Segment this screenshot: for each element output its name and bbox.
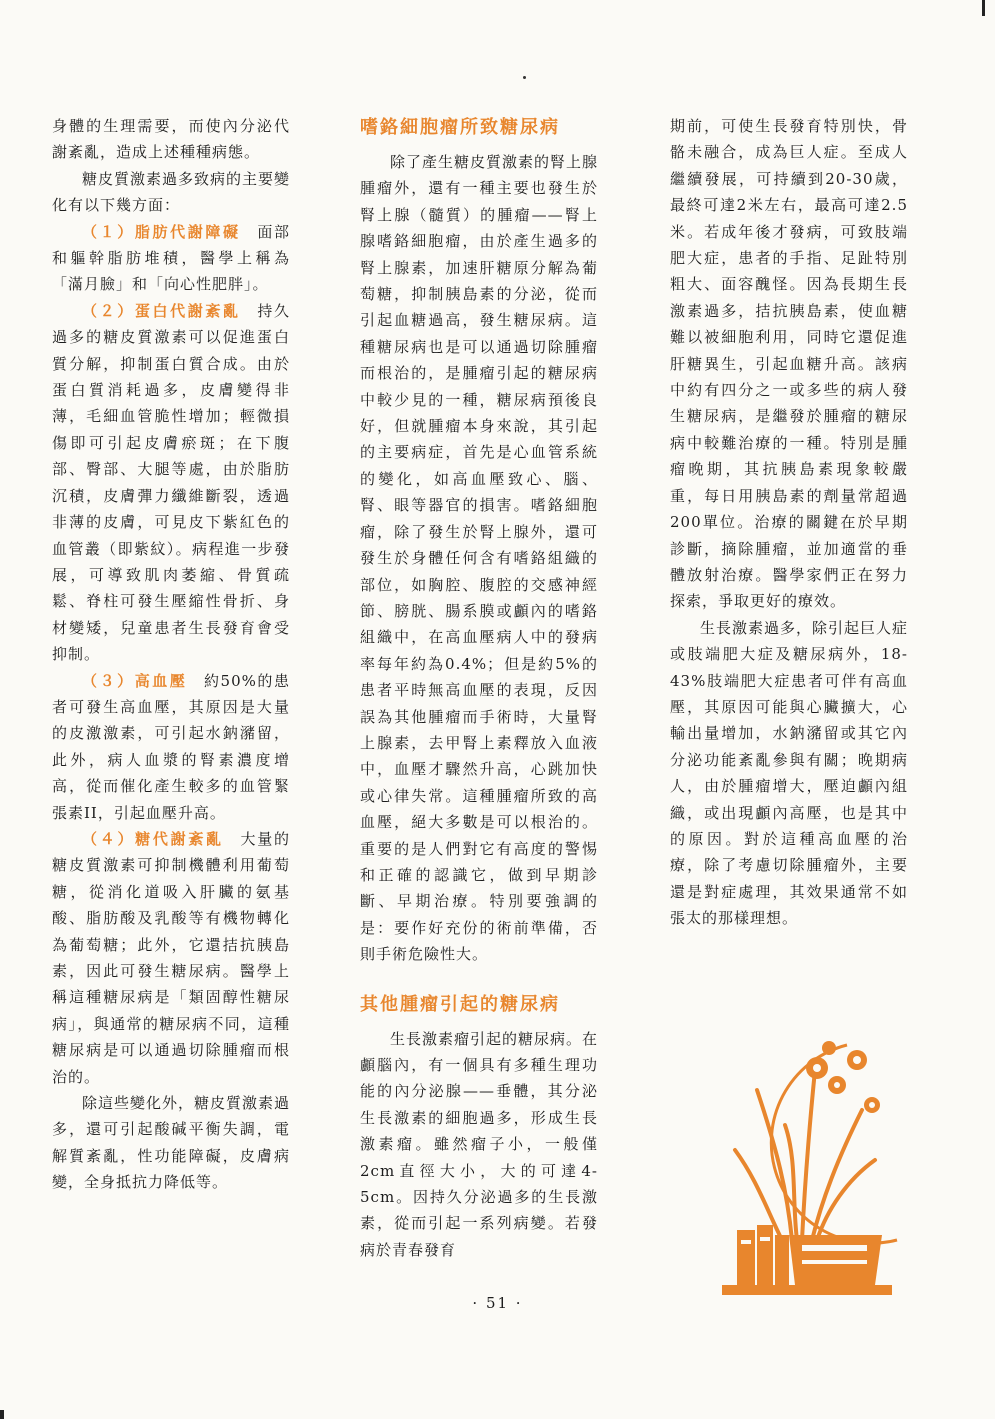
item-heading: （３）高血壓 [82, 671, 188, 690]
column-right [670, 113, 908, 932]
paragraph: 身體的生理需要，而使內分泌代謝紊亂，造成上述種種病態。 [52, 117, 290, 162]
section-title: 其他腫瘤引起的糖尿病 [360, 993, 560, 1015]
paragraph: 糖皮質激素過多致病的主要變化有以下幾方面： [52, 169, 291, 215]
item-text: 約50%的患者可發生高血壓，其原因是大量的皮激激素，可引起水鈉瀦留，此外，病人血漿的腎素濃度增高，從而催化產生較多的血管緊張素II，引起血壓升高。 [52, 671, 290, 822]
item-heading: （１）脂肪代謝障礙 [82, 222, 241, 241]
paragraph: 期前，可使生長發育特別快，骨骼未融合，成為巨人症。至成人繼續發展，可持續到20-30歲，最終可達2米左右，最高可達2.5米。若成年後才發病，可致肢端肥大症，患者的手指、足趾特別粗大、面容醜怪。因為長期生長激素過多，拮抗胰島素，使血糖難以被細胞利用，同時它還促進肝糖異生，引起血糖升高。該病中約有四分之一或多些的病人發生糖尿病，是繼發於腫瘤的糖尿病中較難治療的一種。特別是腫瘤晚期，其抗胰島素現象較嚴重，每日用胰島素的劑量常超過200單位。治療的關鍵在於早期診斷，摘除腫瘤，並加適當的垂體放射治療。醫學家們正在努力探索，爭取更好的療效。 [670, 117, 908, 611]
column-left [52, 113, 290, 1196]
item-text: 面部和軀幹脂肪堆積，醫學上稱為「滿月臉」和「向心性肥胖」。 [52, 222, 290, 294]
paragraph: 除這些變化外，糖皮質激素過多，還可引起酸碱平衡失調，電解質紊亂，性功能障礙，皮膚病變，全身抵抗力降低等。 [52, 1094, 291, 1192]
paragraph: 生長激素過多，除引起巨人症或肢端肥大症及糖尿病外，18-43%肢端肥大症患者可伴有高血壓，其原因可能與心臟擴大，心輸出量增加，水鈉瀦留或其它內分泌功能紊亂參與有關；晚期病人，由於腫瘤增大，壓迫顱內組織，或出現顱內高壓，也是其中的原因。對於這種高血壓的治療，除了考慮切除腫瘤外，主要還是對症處理，其效果通常不如張太的那樣理想。 [670, 618, 909, 928]
item-text: 持久過多的糖皮質激素可以促進蛋白質分解，抑制蛋白質合成。由於蛋白質消耗過多，皮膚變得非薄，毛細血管脆性增加；輕微損傷即可引起皮膚瘀斑；在下腹部、臀部、大腿等處，由於脂肪沉積，皮膚彈力纖維斷裂，透過非薄的皮膚，可見皮下紫紅色的血管叢（即紫紋）。病程進一步發展，可導致肌肉萎縮、骨質疏鬆、脊柱可發生壓縮性骨折、身材變矮，兒童患者生長發育會受抑制。 [52, 301, 290, 664]
page-number: · 51 · [472, 1294, 523, 1312]
narcissus-flower-pot-icon [697, 1030, 907, 1302]
list-item [52, 826, 290, 1090]
item-heading: （２）蛋白代謝紊亂 [82, 301, 241, 320]
section-title: 嗜鉻細胞瘤所致糖尿病 [360, 117, 560, 138]
column-middle [360, 113, 598, 1263]
paragraph: 除了產生糖皮質激素的腎上腺腫瘤外，還有一種主要也發生於腎上腺（髓質）的腫瘤——腎上腺嗜鉻細胞瘤，由於產生過多的腎上腺素，加速肝糖原分解為葡萄糖，抑制胰島素的分泌，從而引起血糖過高，發生糖尿病。這種糖尿病也是可以通過切除腫瘤而根治的，是腫瘤引起的糖尿病中較少見的一種，糖尿病預後良好，但就腫瘤本身來說，其引起的主要病症，首先是心血管系統的變化，如高血壓致心、腦、腎、眼等器官的損害。嗜鉻細胞瘤，除了發生於腎上腺外，還可發生於身體任何含有嗜鉻組織的部位，如胸腔、腹腔的交感神經節、膀胱、腸系膜或顱內的嗜鉻組織中，在高血壓病人中的發病率每年約為0.4%；但是約5%的患者平時無高血壓的表現，反因誤為其他腫瘤而手術時，大量腎上腺素，去甲腎上素釋放入血液中，血壓才驟然升高，心跳加快或心律失常。這種腫瘤所致的高血壓，絕大多數是可以根治的。重要的是人們對它有高度的警惕和正確的認識它，做到早期診斷、早期治療。特別要強調的是：要作好充份的術前準備，否則手術危險性大。 [360, 153, 599, 964]
item-text: 大量的糖皮質激素可抑制機體利用葡萄糖，從消化道吸入肝臟的氨基酸、脂肪酸及乳酸等有機物轉化為葡萄糖；此外，它還拮抗胰島素，因此可發生糖尿病。醫學上稱這種糖尿病是「類固醇性糖尿病」，與通常的糖尿病不同，這種糖尿病是可以通過切除腫瘤而根治的。 [52, 829, 290, 1086]
list-item [52, 298, 290, 668]
list-item [52, 219, 290, 298]
item-heading: （４）糖代謝紊亂 [82, 829, 224, 848]
list-item [52, 668, 290, 826]
paragraph: 生長激素瘤引起的糖尿病。在顱腦內，有一個具有多種生理功能的內分泌腺——垂體，其分泌生長激素的細胞過多，形成生長激素瘤。雖然瘤子小，一般僅2cm直徑大小，大的可達4-5cm。因持久分泌過多的生長激素，從而引起一系列病變。若發病於青春發育 [360, 1029, 599, 1259]
